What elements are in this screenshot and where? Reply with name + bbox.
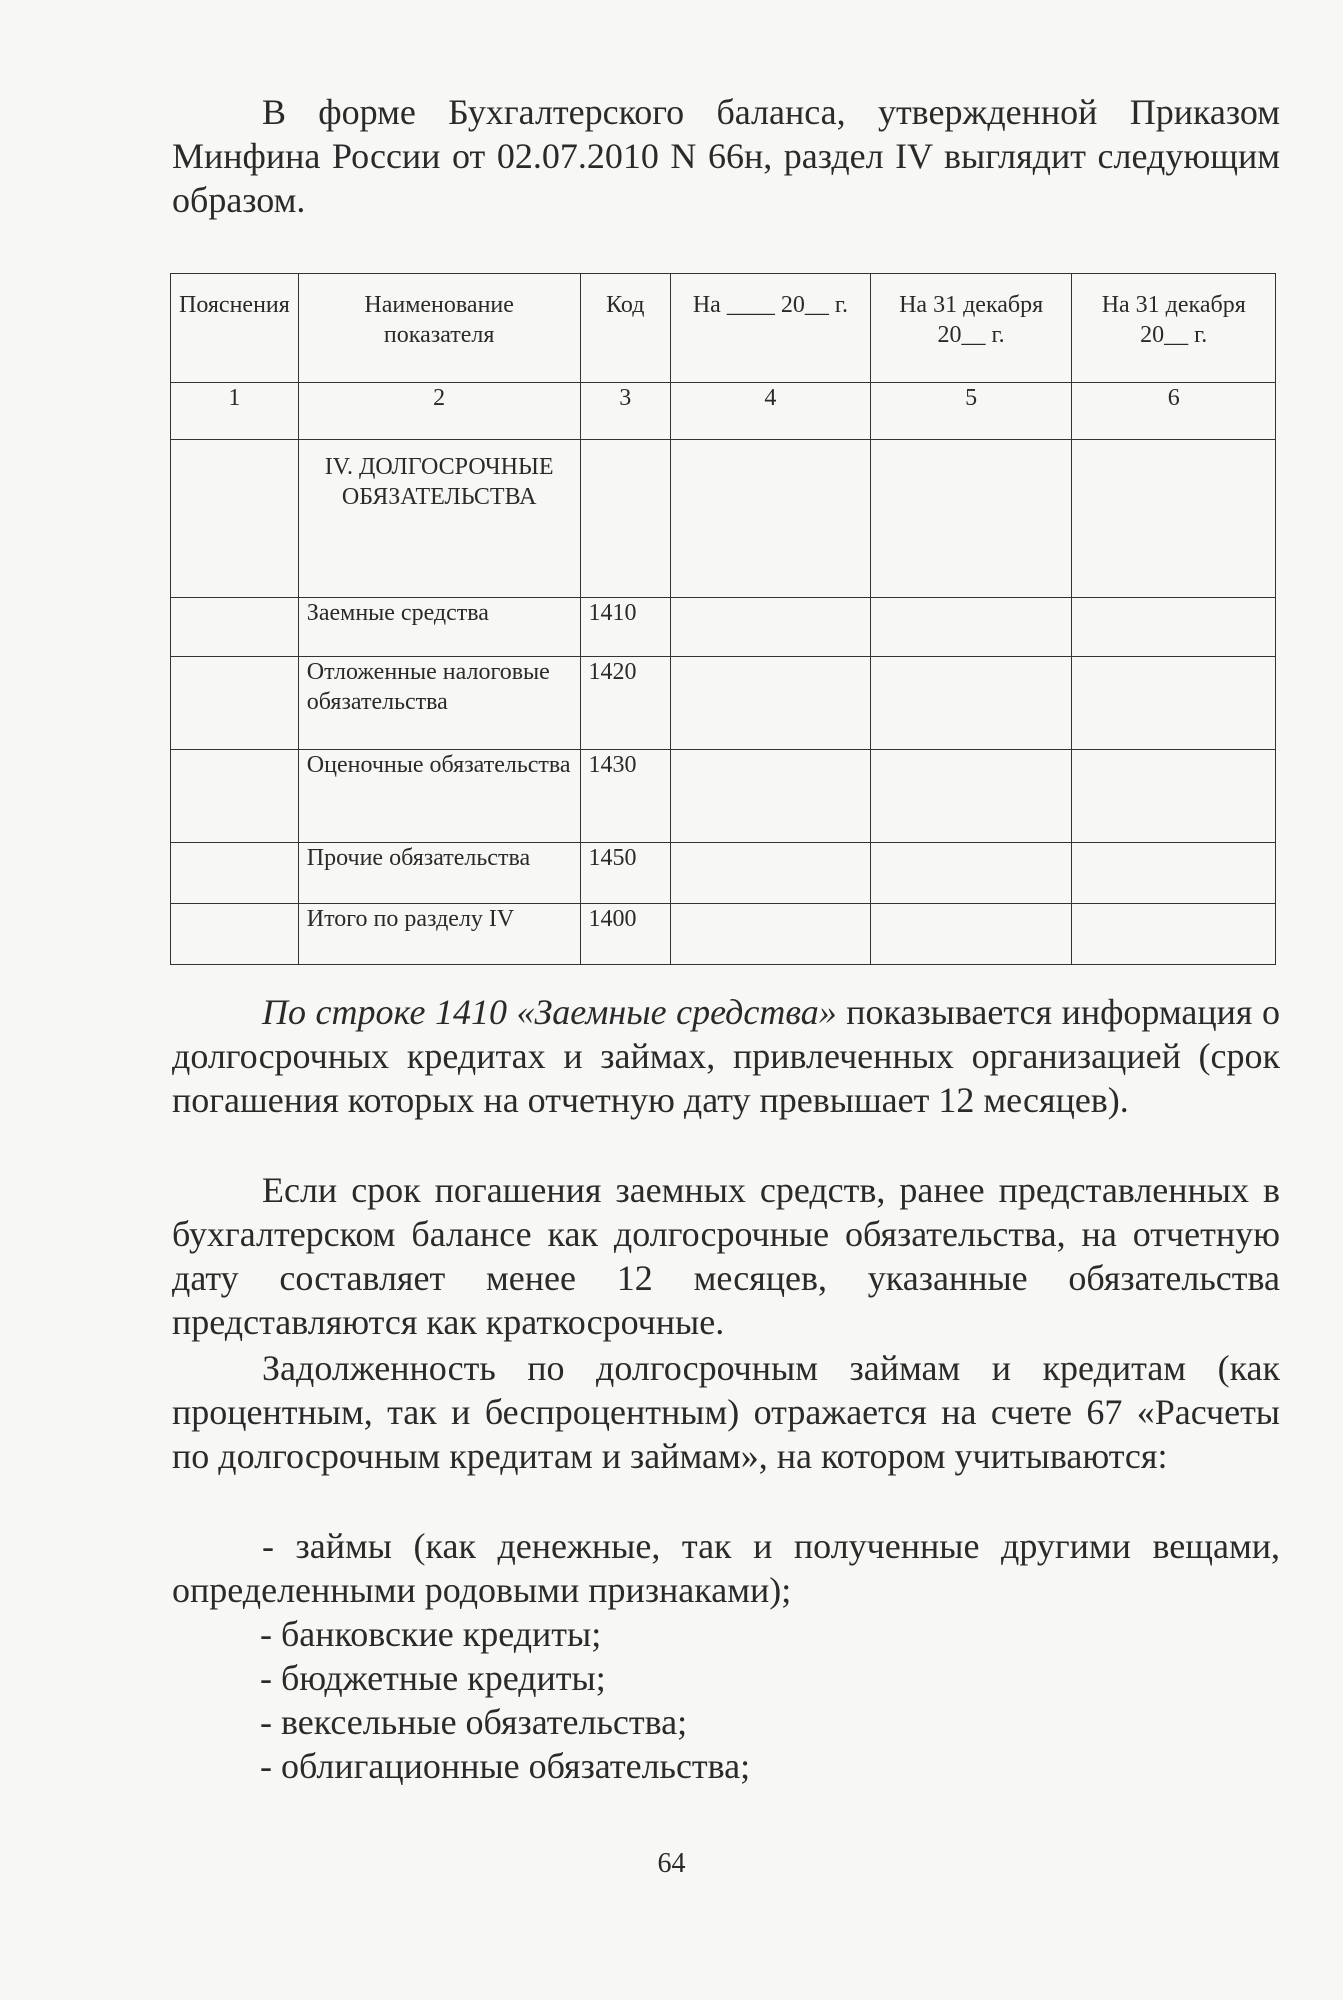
column-numbers-row — [171, 383, 1276, 440]
line-1410-description: показывается информация о долгосрочных кредитах и займах, привлеченных организацией (срок погашения которых на отчетную дату превышает 12 месяцев). — [172, 992, 1281, 1120]
section-title: IV. ДОЛГОСРОЧНЫЕ ОБЯЗАТЕЛЬСТВА — [298, 440, 580, 598]
row-code: 1450 — [580, 843, 670, 904]
row-code: 1400 — [580, 904, 670, 965]
table-row — [171, 843, 1276, 904]
table-header-row — [171, 274, 1276, 383]
paragraph-short-term: Если срок погашения заемных средств, ранее представленных в бухгалтерском балансе как долгосрочные обязательства, на отчетную дату составляет менее 12 месяцев, указанные обязательства представляются как краткосрочные. — [172, 1170, 1280, 1342]
row-code: 1420 — [580, 657, 670, 750]
column-number: 1 — [171, 383, 299, 440]
row-name: Оценочные обязательства — [298, 750, 580, 843]
intro-paragraph: В форме Бухгалтерского баланса, утвержденной Приказом Минфина России от 02.07.2010 N 66н, раздел IV выглядит следующим образом. — [172, 92, 1280, 220]
header-explanations: Пояснения — [171, 274, 299, 383]
row-name: Итого по разделу IV — [298, 904, 580, 965]
section-title-row — [171, 440, 1276, 598]
header-dec31-prev: На 31 декабря 20__ г. — [870, 274, 1072, 383]
column-number: 3 — [580, 383, 670, 440]
list-item: - банковские кредиты; — [260, 1614, 602, 1654]
header-code: Код — [580, 274, 670, 383]
table-row — [171, 904, 1276, 965]
table-row — [171, 750, 1276, 843]
header-dec31-prev2: На 31 декабря 20__ г. — [1072, 274, 1276, 383]
row-code: 1430 — [580, 750, 670, 843]
list-item: - займы (как денежные, так и полученные другими вещами, определенными родовыми признаками); — [172, 1526, 1280, 1610]
row-name: Прочие обязательства — [298, 843, 580, 904]
list-item: - бюджетные кредиты; — [260, 1658, 606, 1698]
paragraph-line-1410 — [172, 990, 1280, 1122]
balance-table — [170, 273, 1276, 965]
column-number: 4 — [670, 383, 870, 440]
column-number: 6 — [1072, 383, 1276, 440]
header-period: На ____ 20__ г. — [670, 274, 870, 383]
row-name: Заемные средства — [298, 598, 580, 657]
column-number: 5 — [870, 383, 1072, 440]
page-number: 64 — [657, 1848, 686, 1879]
table-row — [171, 657, 1276, 750]
row-name: Отложенные налоговые обязательства — [298, 657, 580, 750]
line-1410-reference: По строке 1410 «Заемные средства» — [262, 992, 837, 1032]
list-item: - вексельные обязательства; — [260, 1702, 688, 1742]
column-number: 2 — [298, 383, 580, 440]
table-row — [171, 598, 1276, 657]
row-code: 1410 — [580, 598, 670, 657]
paragraph-account-67: Задолженность по долгосрочным займам и кредитам (как процентным, так и беспроцентным) отражается на счете 67 «Расчеты по долгосрочным кредитам и займам», на котором учитываются: — [172, 1348, 1280, 1476]
list-item: - облигационные обязательства; — [260, 1746, 751, 1786]
header-indicator-name: Наименование показателя — [298, 274, 580, 383]
